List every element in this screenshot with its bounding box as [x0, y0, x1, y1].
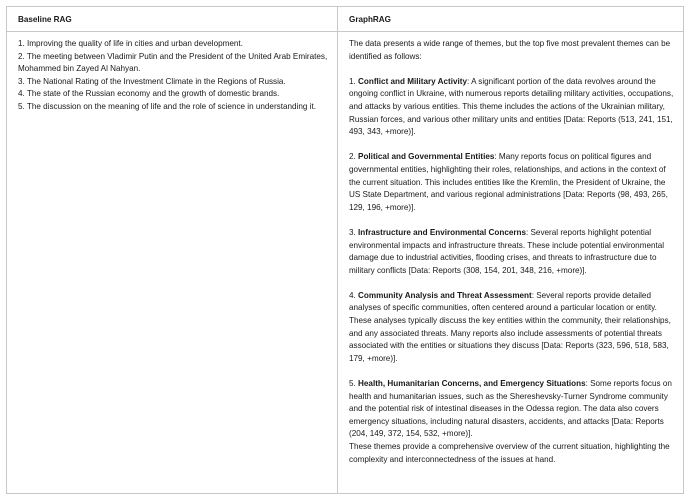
comparison-table — [6, 6, 684, 494]
theme-1-body: : A significant portion of the data revolves around the ongoing conflict in Ukraine, with numerous reports detailing military activities, occupations, and attacks by various entities. This theme includes the actions of the Ukrainian military, Russian forces, and various other military units and entities [Data: Reports (513, 241, 151, 493, 343, +more)]. — [349, 76, 674, 137]
theme-2-body: : Many reports focus on political figures and governmental entities, highlighting their roles, relationships, and actions in the context of the current situation. This includes entities like the Kremlin, the President of Ukraine, the US State Department, and various regional administrations [Data: Reports (98, 493, 265, 129, 196, +more)]. — [349, 152, 668, 212]
theme-3-body: : Several reports highlight potential environmental impacts and infrastructure threats. These include potential environmental damage due to industrial activities, flooding crises, and threats to infrastructure due to military conflicts [Data: Reports (308, 154, 201, 348, 216, +more)]. — [349, 227, 665, 275]
theme-4 — [349, 290, 675, 366]
graphrag-conclusion: These themes provide a comprehensive overview of the current situation, highlighting the complexity and interconnectedness of the issues at hand. — [349, 442, 670, 464]
baseline-item-1: 1. Improving the quality of life in cities and urban development. — [18, 39, 243, 48]
theme-1-number: 1. — [349, 76, 359, 86]
theme-4-title: Community Analysis and Threat Assessment — [358, 290, 532, 300]
header-row — [7, 7, 684, 32]
theme-4-number: 4. — [349, 290, 359, 300]
theme-3-title: Infrastructure and Environmental Concerns — [358, 227, 526, 237]
graphrag-header: GraphRAG — [338, 7, 684, 32]
baseline-rag-header: Baseline RAG — [7, 7, 338, 32]
theme-2-number: 2. — [349, 152, 359, 162]
theme-1-title: Conflict and Military Activity — [358, 76, 467, 86]
baseline-item-2: 2. The meeting between Vladimir Putin and the President of the United Arab Emirates, Mohammed bin Zayed Al Nahyan. — [18, 51, 328, 74]
theme-5-body: : Some reports focus on health and humanitarian issues, such as the Shereshevsky-Turner Syndrome community and the potential risk of intestinal diseases in the Odessa region. The data also covers emergency situations, including natural disasters, accidents, and attacks [Data: Reports (204, 149, 372, 154, 532, +more)]. — [349, 379, 672, 439]
theme-5 — [349, 378, 675, 441]
theme-2 — [349, 151, 675, 214]
theme-3-number: 3. — [349, 227, 359, 237]
baseline-rag-cell — [7, 32, 338, 494]
theme-5-title: Health, Humanitarian Concerns, and Emergency Situations — [358, 379, 586, 389]
theme-2-title: Political and Governmental Entities — [358, 152, 495, 162]
theme-3 — [349, 227, 675, 277]
baseline-item-4: 4. The state of the Russian economy and the growth of domestic brands. — [18, 89, 280, 99]
theme-5-number: 5. — [349, 379, 359, 389]
theme-1 — [349, 76, 675, 139]
graphrag-cell — [338, 32, 684, 494]
baseline-item-3: 3. The National Rating of the Investment Climate in the Regions of Russia. — [18, 76, 286, 86]
graphrag-intro: The data presents a wide range of themes, but the top five most prevalent themes can be identified as follows: — [349, 39, 671, 61]
theme-4-body: : Several reports provide detailed analyses of specific communities, often centered around a particular location or entity. These analyses typically discuss the key entities within the community, their relationships, and any associated threats. Many reports also include assessments of potential threats associated with the entities or situations they discuss [Data: Reports (323, 596, 518, 583, 179, +more)]. — [349, 290, 671, 363]
baseline-item-5: 5. The discussion on the meaning of life and the role of science in understanding it. — [18, 101, 316, 111]
content-row — [7, 32, 684, 494]
